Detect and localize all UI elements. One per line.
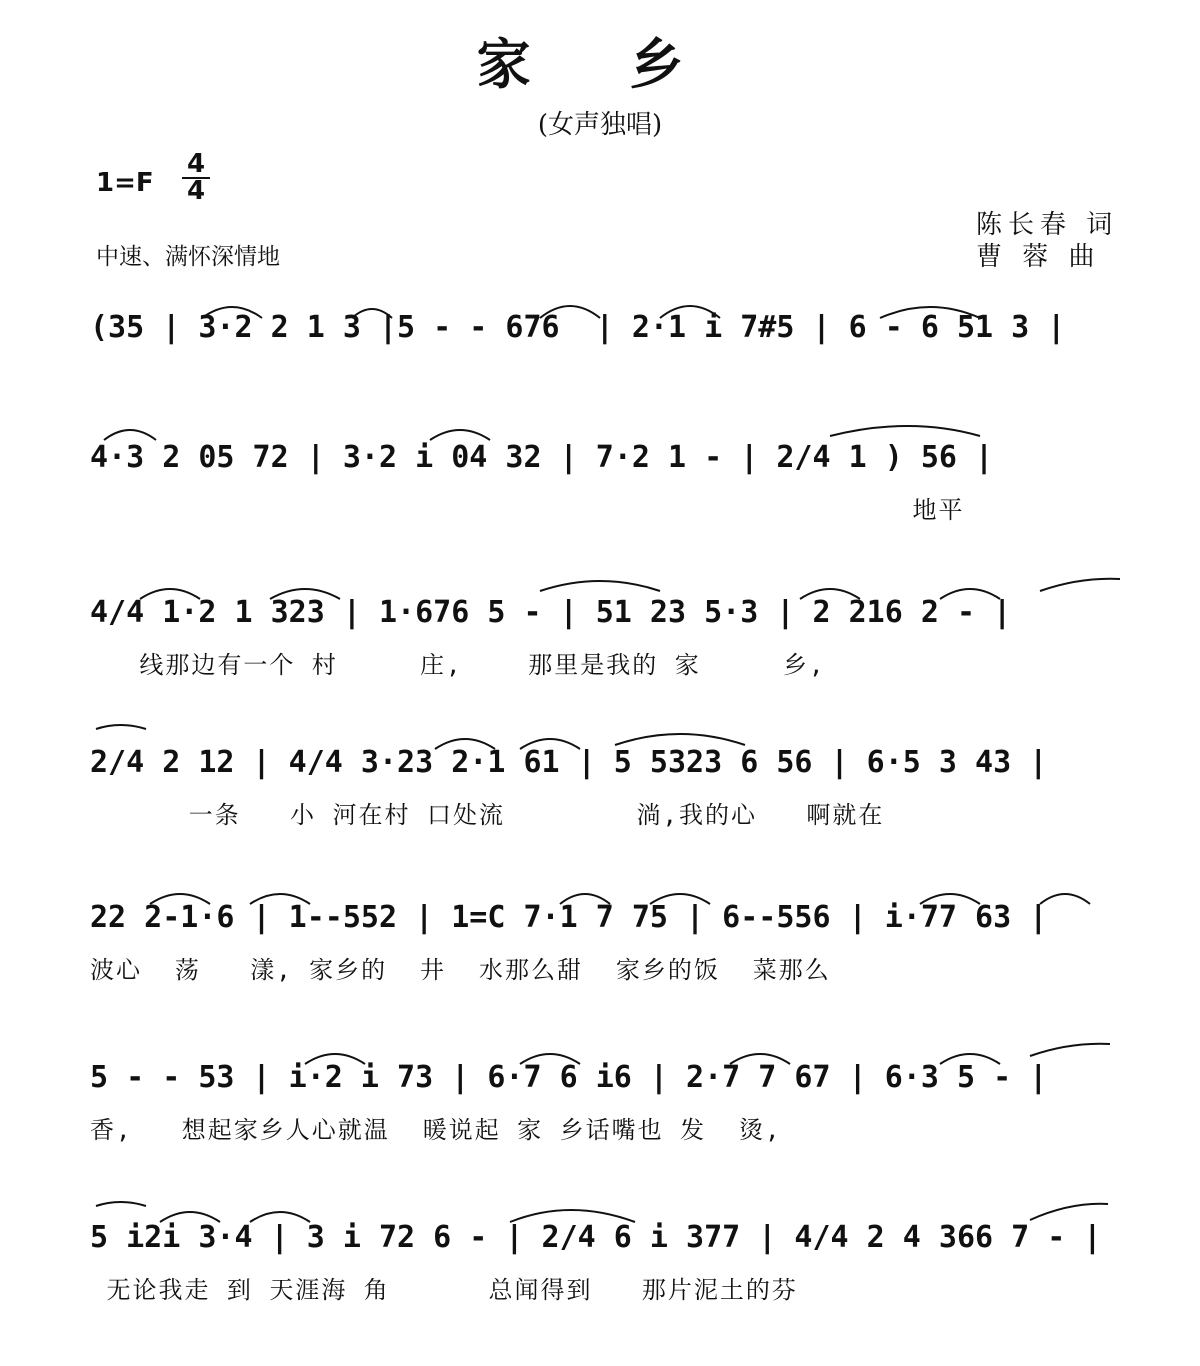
lyrics-line: 地平 [90,496,965,524]
notation-line-2 [90,430,1130,550]
time-signature [182,149,210,206]
notation-line-4 [90,735,1130,855]
notation-notes: 4·3 2 05 72 | 3·2 i 04 32 | 7·2 1 - | 2/4 1 ) 56 | [90,440,994,475]
notation-notes: 5 - - 53 | i·2 i 73 | 6·7 6 i6 | 2·7 7 67 | 6·3 5 - | [90,1060,1048,1095]
lyrics-line: 线那边有一个 村 庄, 那里是我的 家 乡, [90,651,826,679]
lyrics-line: 波心 荡 漾, 家乡的 井 水那么甜 家乡的饭 菜那么 [90,956,831,984]
notation-line-3 [90,585,1130,705]
time-signature-bottom: 4 [186,176,206,206]
key-signature: 1=F [96,168,154,198]
notation-line-1 [90,300,1130,420]
notation-notes: 5 i2i 3·4 | 3 i 72 6 - | 2/4 6 i 377 | 4/4 2 4 366 7 - | [90,1220,1102,1255]
tempo-marking: 中速、满怀深情地 [96,244,280,270]
notation-notes: 2/4 2 12 | 4/4 3·23 2·1 61 | 5 5323 6 56 | 6·5 3 43 | [90,745,1048,780]
page-title: 家 乡 [476,32,724,96]
lyrics-line: 香, 想起家乡人心就温 暖说起 家 乡话嘴也 发 烫, [90,1116,782,1144]
notation-notes: 22 2-1·6 | 1--552 | 1=C 7·1 7 75 | 6--556 | i·77 63 | [90,900,1048,935]
notation-notes: 4/4 1·2 1 323 | 1·676 5 - | 51 23 5·3 | 2 216 2 - | [90,595,1012,630]
notation-line-7 [90,1210,1130,1330]
notation-line-5 [90,890,1130,1010]
composer-credit: 曹 蓉 曲 [976,242,1101,272]
notation-line-6 [90,1050,1130,1170]
time-signature-top: 4 [186,149,206,179]
lyricist-credit: 陈长春 词 [976,210,1119,240]
lyrics-line: 一条 小 河在村 口处流 淌,我的心 啊就在 [90,801,885,829]
notation-notes: (35 | 3·2 2 1 3 |5 - - 676 | 2·1 i 7#5 | 6 - 6 51 3 | [90,310,1066,345]
lyrics-line: 无论我走 到 天涯海 角 总闻得到 那片泥土的芬 [90,1276,798,1304]
subtitle: (女声独唱) [537,110,663,140]
